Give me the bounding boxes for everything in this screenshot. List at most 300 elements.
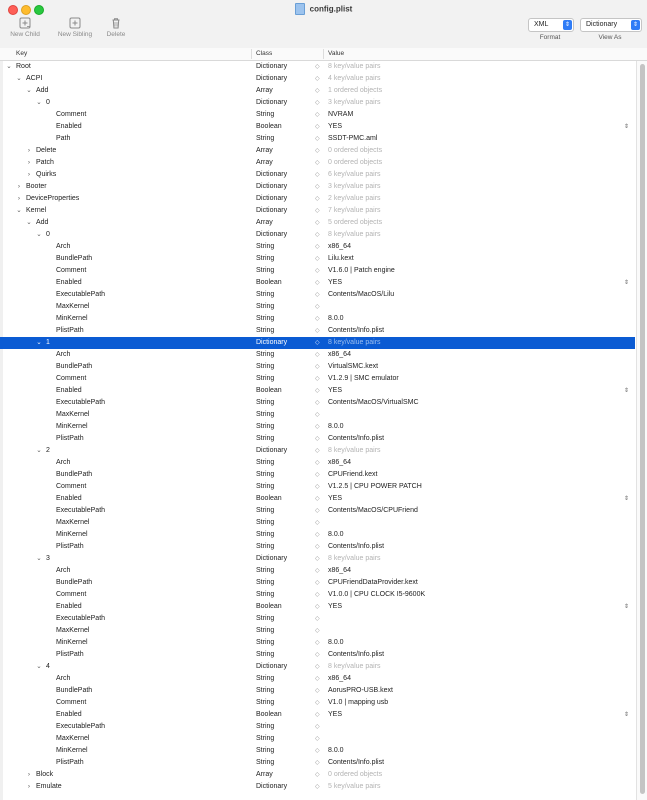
row-key[interactable]: Add [36, 219, 49, 226]
disclosure-open-icon[interactable]: ⌄ [36, 447, 42, 454]
outline-row[interactable] [0, 625, 635, 637]
disclosure-closed-icon[interactable]: › [27, 147, 31, 154]
row-value[interactable]: x86_64 [328, 351, 351, 358]
class-popup-icon[interactable]: ◇ [315, 496, 320, 502]
row-key[interactable]: Arch [56, 351, 71, 358]
row-value[interactable]: Contents/Info.plist [328, 435, 385, 442]
row-class[interactable]: String [256, 687, 275, 694]
class-popup-icon[interactable]: ◇ [315, 64, 320, 70]
outline-row[interactable] [0, 697, 635, 709]
row-class[interactable]: String [256, 363, 275, 370]
outline-row[interactable] [0, 133, 635, 145]
class-popup-icon[interactable]: ◇ [315, 556, 320, 562]
row-key[interactable]: Add [36, 87, 49, 94]
row-key[interactable]: Emulate [36, 783, 62, 790]
row-key[interactable]: 2 [46, 447, 50, 454]
row-class[interactable]: Array [256, 87, 273, 94]
format-select[interactable] [528, 18, 574, 32]
row-class[interactable]: String [256, 111, 275, 118]
row-key[interactable]: 4 [46, 663, 50, 670]
outline-row[interactable] [0, 661, 635, 673]
row-value[interactable]: Contents/MacOS/VirtualSMC [328, 399, 419, 406]
outline-row[interactable] [0, 193, 635, 205]
row-key[interactable]: BundlePath [56, 255, 93, 262]
row-value[interactable]: x86_64 [328, 567, 351, 574]
disclosure-open-icon[interactable]: ⌄ [36, 231, 42, 238]
row-key[interactable]: 0 [46, 231, 50, 238]
class-popup-icon[interactable]: ◇ [315, 472, 320, 478]
class-popup-icon[interactable]: ◇ [315, 328, 320, 334]
row-key[interactable]: Enabled [56, 495, 82, 502]
row-value[interactable]: YES [328, 123, 343, 130]
row-class[interactable]: String [256, 423, 275, 430]
disclosure-closed-icon[interactable]: › [27, 771, 31, 778]
row-key[interactable]: MaxKernel [56, 411, 90, 418]
scrollbar-thumb[interactable] [640, 64, 645, 794]
boolean-popup-icon[interactable]: ⇕ [624, 604, 630, 610]
outline-row[interactable] [0, 769, 635, 781]
row-value[interactable]: 8.0.0 [328, 423, 344, 430]
class-popup-icon[interactable]: ◇ [315, 628, 320, 634]
row-class[interactable]: String [256, 327, 275, 334]
row-class[interactable]: String [256, 627, 275, 634]
outline-row[interactable] [0, 313, 635, 325]
row-key[interactable]: Booter [26, 183, 47, 190]
row-class[interactable]: String [256, 315, 275, 322]
row-value[interactable]: V1.0.0 | CPU CLOCK I5-9600K [328, 591, 426, 598]
row-key[interactable]: Comment [56, 483, 87, 490]
outline-row[interactable] [0, 277, 635, 289]
row-class[interactable]: String [256, 699, 275, 706]
disclosure-open-icon[interactable]: ⌄ [36, 339, 42, 346]
row-class[interactable]: Dictionary [256, 447, 288, 454]
row-key[interactable]: ExecutablePath [56, 615, 106, 622]
row-class[interactable]: String [256, 543, 275, 550]
row-class[interactable]: Dictionary [256, 231, 288, 238]
outline-row[interactable] [0, 385, 635, 397]
outline-row[interactable] [0, 205, 635, 217]
disclosure-closed-icon[interactable]: › [27, 171, 31, 178]
row-key[interactable]: MaxKernel [56, 627, 90, 634]
view-as-select[interactable] [580, 18, 642, 32]
row-value[interactable]: YES [328, 495, 343, 502]
outline-row[interactable] [0, 397, 635, 409]
row-class[interactable]: String [256, 759, 275, 766]
row-class[interactable]: String [256, 507, 275, 514]
column-header-class[interactable]: Class [256, 50, 273, 57]
row-value[interactable]: YES [328, 711, 343, 718]
row-key[interactable]: PlistPath [56, 759, 84, 766]
row-value[interactable]: VirtualSMC.kext [328, 363, 379, 370]
row-key[interactable]: Enabled [56, 711, 82, 718]
row-class[interactable]: Dictionary [256, 207, 288, 214]
row-class[interactable]: Boolean [256, 387, 282, 394]
row-class[interactable]: String [256, 579, 275, 586]
row-key[interactable]: ExecutablePath [56, 291, 106, 298]
row-key[interactable]: Comment [56, 111, 87, 118]
row-key[interactable]: MinKernel [56, 423, 88, 430]
row-key[interactable]: DeviceProperties [26, 195, 80, 202]
outline-row[interactable] [0, 289, 635, 301]
row-class[interactable]: Dictionary [256, 663, 288, 670]
row-class[interactable]: Boolean [256, 495, 282, 502]
class-popup-icon[interactable]: ◇ [315, 292, 320, 298]
class-popup-icon[interactable]: ◇ [315, 160, 320, 166]
class-popup-icon[interactable]: ◇ [315, 544, 320, 550]
outline-row[interactable] [0, 373, 635, 385]
row-class[interactable]: Dictionary [256, 99, 288, 106]
disclosure-open-icon[interactable]: ⌄ [36, 663, 42, 670]
row-class[interactable]: Dictionary [256, 555, 288, 562]
row-key[interactable]: Block [36, 771, 54, 778]
row-class[interactable]: Boolean [256, 603, 282, 610]
outline-row[interactable] [0, 493, 635, 505]
class-popup-icon[interactable]: ◇ [315, 388, 320, 394]
row-key[interactable]: Comment [56, 375, 87, 382]
row-value[interactable]: Contents/Info.plist [328, 327, 385, 334]
class-popup-icon[interactable]: ◇ [315, 280, 320, 286]
class-popup-icon[interactable]: ◇ [315, 700, 320, 706]
disclosure-open-icon[interactable]: ⌄ [36, 555, 42, 562]
class-popup-icon[interactable]: ◇ [315, 532, 320, 538]
row-key[interactable]: Patch [36, 159, 54, 166]
outline-row[interactable] [0, 553, 635, 565]
class-popup-icon[interactable]: ◇ [315, 352, 320, 358]
class-popup-icon[interactable]: ◇ [315, 364, 320, 370]
row-key[interactable]: ACPI [26, 75, 43, 82]
vertical-scrollbar[interactable] [636, 61, 647, 800]
row-class[interactable]: String [256, 255, 275, 262]
row-value[interactable]: 8.0.0 [328, 747, 344, 754]
row-class[interactable]: String [256, 411, 275, 418]
outline-row[interactable] [0, 481, 635, 493]
row-class[interactable]: Array [256, 147, 273, 154]
row-value[interactable]: V1.0 | mapping usb [328, 699, 389, 706]
row-key[interactable]: MaxKernel [56, 519, 90, 526]
row-class[interactable]: String [256, 399, 275, 406]
row-class[interactable]: String [256, 291, 275, 298]
row-class[interactable]: String [256, 591, 275, 598]
row-key[interactable]: Kernel [26, 207, 47, 214]
disclosure-open-icon[interactable]: ⌄ [16, 75, 22, 82]
delete-button[interactable] [101, 17, 131, 38]
class-popup-icon[interactable]: ◇ [315, 376, 320, 382]
class-popup-icon[interactable]: ◇ [315, 640, 320, 646]
class-popup-icon[interactable]: ◇ [315, 100, 320, 106]
row-key[interactable]: MinKernel [56, 639, 88, 646]
row-class[interactable]: Dictionary [256, 171, 288, 178]
row-key[interactable]: Comment [56, 267, 87, 274]
row-class[interactable]: Array [256, 219, 273, 226]
class-popup-icon[interactable]: ◇ [315, 604, 320, 610]
outline-row[interactable] [0, 301, 635, 313]
class-popup-icon[interactable]: ◇ [315, 304, 320, 310]
outline-row[interactable] [0, 73, 635, 85]
row-value[interactable]: AorusPRO-USB.kext [328, 687, 393, 694]
outline-row[interactable] [0, 181, 635, 193]
row-class[interactable]: Dictionary [256, 75, 288, 82]
row-key[interactable]: BundlePath [56, 471, 93, 478]
row-key[interactable]: MaxKernel [56, 303, 90, 310]
row-key[interactable]: Arch [56, 675, 71, 682]
class-popup-icon[interactable]: ◇ [315, 676, 320, 682]
class-popup-icon[interactable]: ◇ [315, 508, 320, 514]
row-class[interactable]: String [256, 675, 275, 682]
row-value[interactable]: YES [328, 387, 343, 394]
boolean-popup-icon[interactable]: ⇕ [624, 712, 630, 718]
class-popup-icon[interactable]: ◇ [315, 772, 320, 778]
class-popup-icon[interactable]: ◇ [315, 136, 320, 142]
outline-row[interactable] [0, 685, 635, 697]
row-key[interactable]: 1 [46, 339, 50, 346]
row-key[interactable]: PlistPath [56, 543, 84, 550]
class-popup-icon[interactable]: ◇ [315, 592, 320, 598]
class-popup-icon[interactable]: ◇ [315, 244, 320, 250]
outline-row[interactable] [0, 673, 635, 685]
row-key[interactable]: Comment [56, 699, 87, 706]
outline-row[interactable] [0, 781, 635, 793]
outline-row[interactable] [0, 337, 635, 349]
outline-row[interactable] [0, 157, 635, 169]
class-popup-icon[interactable]: ◇ [315, 208, 320, 214]
row-value[interactable]: SSDT-PMC.aml [328, 135, 378, 142]
row-class[interactable]: String [256, 471, 275, 478]
row-value[interactable]: Contents/MacOS/CPUFriend [328, 507, 418, 514]
outline-row[interactable] [0, 733, 635, 745]
disclosure-open-icon[interactable]: ⌄ [26, 87, 32, 94]
row-value[interactable]: YES [328, 603, 343, 610]
row-class[interactable]: String [256, 519, 275, 526]
outline-row[interactable] [0, 529, 635, 541]
row-class[interactable]: String [256, 351, 275, 358]
row-key[interactable]: 3 [46, 555, 50, 562]
row-value[interactable]: 8.0.0 [328, 531, 344, 538]
outline-row[interactable] [0, 241, 635, 253]
row-value[interactable]: CPUFriendDataProvider.kext [328, 579, 418, 586]
class-popup-icon[interactable]: ◇ [315, 568, 320, 574]
outline-row[interactable] [0, 565, 635, 577]
outline-row[interactable] [0, 601, 635, 613]
disclosure-closed-icon[interactable]: › [17, 183, 21, 190]
row-key[interactable]: Enabled [56, 603, 82, 610]
class-popup-icon[interactable]: ◇ [315, 664, 320, 670]
row-class[interactable]: String [256, 435, 275, 442]
row-key[interactable]: Arch [56, 459, 71, 466]
row-value[interactable]: CPUFriend.kext [328, 471, 378, 478]
class-popup-icon[interactable]: ◇ [315, 616, 320, 622]
row-key[interactable]: MinKernel [56, 315, 88, 322]
row-class[interactable]: Boolean [256, 711, 282, 718]
row-key[interactable]: MaxKernel [56, 735, 90, 742]
row-class[interactable]: String [256, 531, 275, 538]
class-popup-icon[interactable]: ◇ [315, 268, 320, 274]
outline-row[interactable] [0, 253, 635, 265]
outline-row[interactable] [0, 349, 635, 361]
row-value[interactable]: x86_64 [328, 243, 351, 250]
class-popup-icon[interactable]: ◇ [315, 580, 320, 586]
row-class[interactable]: String [256, 735, 275, 742]
class-popup-icon[interactable]: ◇ [315, 424, 320, 430]
row-key[interactable]: Enabled [56, 279, 82, 286]
row-class[interactable]: Dictionary [256, 183, 288, 190]
row-value[interactable]: V1.6.0 | Patch engine [328, 267, 395, 274]
outline-row[interactable] [0, 649, 635, 661]
disclosure-closed-icon[interactable]: › [27, 159, 31, 166]
class-popup-icon[interactable]: ◇ [315, 712, 320, 718]
row-key[interactable]: ExecutablePath [56, 507, 106, 514]
row-key[interactable]: BundlePath [56, 363, 93, 370]
outline-row[interactable] [0, 169, 635, 181]
class-popup-icon[interactable]: ◇ [315, 256, 320, 262]
row-key[interactable]: Arch [56, 243, 71, 250]
row-class[interactable]: String [256, 375, 275, 382]
row-class[interactable]: String [256, 483, 275, 490]
row-key[interactable]: ExecutablePath [56, 723, 106, 730]
boolean-popup-icon[interactable]: ⇕ [624, 388, 630, 394]
row-value[interactable]: YES [328, 279, 343, 286]
class-popup-icon[interactable]: ◇ [315, 412, 320, 418]
new-child-button[interactable] [6, 17, 44, 38]
outline-row[interactable] [0, 265, 635, 277]
class-popup-icon[interactable]: ◇ [315, 88, 320, 94]
class-popup-icon[interactable]: ◇ [315, 688, 320, 694]
outline-row[interactable] [0, 217, 635, 229]
outline-row[interactable] [0, 517, 635, 529]
class-popup-icon[interactable]: ◇ [315, 448, 320, 454]
row-value[interactable]: 8.0.0 [328, 315, 344, 322]
row-key[interactable]: BundlePath [56, 579, 93, 586]
class-popup-icon[interactable]: ◇ [315, 340, 320, 346]
row-key[interactable]: Comment [56, 591, 87, 598]
row-key[interactable]: MinKernel [56, 747, 88, 754]
outline-row[interactable] [0, 589, 635, 601]
outline-row[interactable] [0, 445, 635, 457]
row-key[interactable]: Quirks [36, 171, 57, 178]
row-value[interactable]: Lilu.kext [328, 255, 354, 262]
outline-row[interactable] [0, 433, 635, 445]
row-class[interactable]: Boolean [256, 279, 282, 286]
row-class[interactable]: String [256, 303, 275, 310]
row-value[interactable]: V1.2.9 | SMC emulator [328, 375, 399, 382]
column-divider[interactable] [323, 49, 324, 59]
outline-row[interactable] [0, 421, 635, 433]
disclosure-open-icon[interactable]: ⌄ [36, 99, 42, 106]
disclosure-open-icon[interactable]: ⌄ [6, 63, 12, 70]
row-value[interactable]: x86_64 [328, 459, 351, 466]
class-popup-icon[interactable]: ◇ [315, 112, 320, 118]
row-key[interactable]: MinKernel [56, 531, 88, 538]
outline-row[interactable] [0, 109, 635, 121]
row-key[interactable]: PlistPath [56, 327, 84, 334]
row-value[interactable]: x86_64 [328, 675, 351, 682]
row-class[interactable]: Dictionary [256, 63, 288, 70]
row-class[interactable]: Dictionary [256, 195, 288, 202]
column-divider[interactable] [251, 49, 252, 59]
column-header-value[interactable]: Value [328, 50, 345, 57]
row-key[interactable]: Arch [56, 567, 71, 574]
row-class[interactable]: String [256, 651, 275, 658]
outline-row[interactable] [0, 85, 635, 97]
row-class[interactable]: String [256, 567, 275, 574]
disclosure-closed-icon[interactable]: › [27, 783, 31, 790]
class-popup-icon[interactable]: ◇ [315, 652, 320, 658]
row-class[interactable]: Dictionary [256, 783, 288, 790]
class-popup-icon[interactable]: ◇ [315, 148, 320, 154]
class-popup-icon[interactable]: ◇ [315, 76, 320, 82]
class-popup-icon[interactable]: ◇ [315, 184, 320, 190]
row-key[interactable]: PlistPath [56, 435, 84, 442]
class-popup-icon[interactable]: ◇ [315, 724, 320, 730]
new-sibling-button[interactable] [52, 17, 98, 38]
row-class[interactable]: String [256, 267, 275, 274]
row-key[interactable]: Enabled [56, 387, 82, 394]
row-class[interactable]: Array [256, 159, 273, 166]
row-value[interactable]: Contents/Info.plist [328, 759, 385, 766]
outline-row[interactable] [0, 469, 635, 481]
outline-row[interactable] [0, 457, 635, 469]
outline-row[interactable] [0, 613, 635, 625]
row-class[interactable]: String [256, 615, 275, 622]
row-class[interactable]: String [256, 723, 275, 730]
row-key[interactable]: BundlePath [56, 687, 93, 694]
class-popup-icon[interactable]: ◇ [315, 784, 320, 790]
outline-row[interactable] [0, 409, 635, 421]
outline-row[interactable] [0, 721, 635, 733]
class-popup-icon[interactable]: ◇ [315, 196, 320, 202]
outline-row[interactable] [0, 757, 635, 769]
row-value[interactable]: Contents/Info.plist [328, 543, 385, 550]
class-popup-icon[interactable]: ◇ [315, 748, 320, 754]
outline-row[interactable] [0, 709, 635, 721]
row-key[interactable]: Enabled [56, 123, 82, 130]
class-popup-icon[interactable]: ◇ [315, 124, 320, 130]
row-key[interactable]: ExecutablePath [56, 399, 106, 406]
row-key[interactable]: PlistPath [56, 651, 84, 658]
disclosure-open-icon[interactable]: ⌄ [26, 219, 32, 226]
outline-row[interactable] [0, 145, 635, 157]
row-class[interactable]: Boolean [256, 123, 282, 130]
row-key[interactable]: Path [56, 135, 71, 142]
row-class[interactable]: String [256, 639, 275, 646]
class-popup-icon[interactable]: ◇ [315, 460, 320, 466]
disclosure-open-icon[interactable]: ⌄ [16, 207, 22, 214]
class-popup-icon[interactable]: ◇ [315, 232, 320, 238]
outline-row[interactable] [0, 637, 635, 649]
class-popup-icon[interactable]: ◇ [315, 760, 320, 766]
boolean-popup-icon[interactable]: ⇕ [624, 496, 630, 502]
outline-row[interactable] [0, 505, 635, 517]
class-popup-icon[interactable]: ◇ [315, 172, 320, 178]
row-key[interactable]: Root [16, 63, 31, 70]
row-class[interactable]: String [256, 243, 275, 250]
outline-row[interactable] [0, 97, 635, 109]
outline-row[interactable] [0, 361, 635, 373]
boolean-popup-icon[interactable]: ⇕ [624, 280, 630, 286]
row-class[interactable]: String [256, 747, 275, 754]
class-popup-icon[interactable]: ◇ [315, 736, 320, 742]
row-key[interactable]: 0 [46, 99, 50, 106]
row-value[interactable]: NVRAM [328, 111, 354, 118]
row-key[interactable]: Delete [36, 147, 57, 154]
row-class[interactable]: Dictionary [256, 339, 288, 346]
class-popup-icon[interactable]: ◇ [315, 316, 320, 322]
outline-row[interactable] [0, 229, 635, 241]
disclosure-closed-icon[interactable]: › [17, 195, 21, 202]
row-value[interactable]: Contents/MacOS/Lilu [328, 291, 395, 298]
outline-row[interactable] [0, 541, 635, 553]
row-value[interactable]: 8.0.0 [328, 639, 344, 646]
row-class[interactable]: String [256, 135, 275, 142]
